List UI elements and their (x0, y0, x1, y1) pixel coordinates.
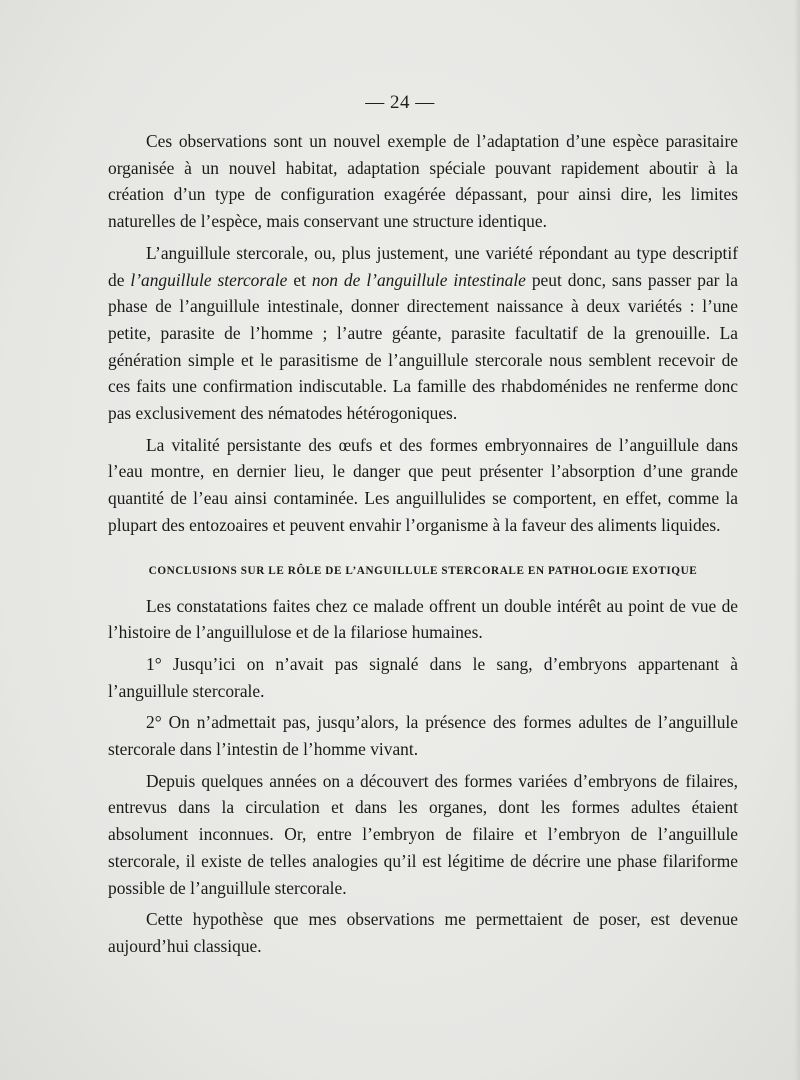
paragraph (108, 128, 738, 235)
paragraph-text: Depuis quelques années on a découvert des formes variées d’embryons de filaires, entrevus dans la circulation et dans les organes, dont les formes adultes étaient absolument inconnues. Or, entre l’embryon de filaire et l’embryon de l’anguillule stercorale, il existe de telles analogies qu’il est légitime de décrire une phase filariforme possible de l’anguillule stercorale. (108, 770, 738, 898)
paragraph-text: Les constatations faites chez ce malade offrent un double intérêt au point de vue de l’histoire de l’anguillulose et de la filariose humaines. (108, 595, 738, 643)
paragraph (108, 709, 738, 762)
paragraph-text: La vitalité persistante des œufs et des formes embryonnaires de l’anguillule dans l’eau montre, en dernier lieu, le danger que peut présenter l’absorption d’une grande quantité de l’eau ainsi contaminée. Les anguillulides se comportent, en effet, comme la plupart des entozoaires et peuvent envahir l’organisme à la faveur des aliments liquides. (108, 434, 738, 535)
page-number: — 24 — (365, 92, 435, 113)
paragraph (108, 906, 738, 959)
paragraph-text: 2° On n’admettait pas, jusqu’alors, la présence des formes adultes de l’anguillule stercorale dans l’intestin de l’homme vivant. (108, 712, 738, 760)
paragraphs-after-section (108, 593, 738, 960)
paragraphs-before-section (108, 128, 738, 539)
paragraph (108, 593, 738, 646)
italic-text: non de l’anguillule intestinale (311, 269, 526, 290)
paragraph (108, 651, 738, 704)
paragraph-text: L’anguillule stercorale, ou, plus justement, une variété répondant au type descriptif de (108, 242, 738, 290)
page-body (108, 128, 738, 965)
paragraph-text: et (287, 269, 312, 290)
paragraph (108, 240, 738, 427)
paragraph (108, 768, 738, 902)
paragraph-text: 1° Jusqu’ici on n’avait pas signalé dans le sang, d’embryons appartenant à l’anguillule stercorale. (108, 653, 738, 701)
paragraph-text: peut donc, sans passer par la phase de l’anguillule intestinale, donner directement naissance à deux variétés : l’une petite, parasite de l’homme ; l’autre géante, parasite facultatif de la grenouille. La génération simple et le parasitisme de l’anguillule stercorale nous semblent recevoir de ces faits une confirmation indiscutable. La famille des rhabdoménides ne renferme donc pas exclusivement des nématodes hétérogoniques. (108, 269, 738, 424)
italic-text: l’anguillule stercorale (130, 269, 288, 290)
paragraph-text: Cette hypothèse que mes observations me permettaient de poser, est devenue aujourd’hui classique. (108, 909, 738, 956)
paragraph-text: Ces observations sont un nouvel exemple de l’adaptation d’une espèce parasitaire organisée à un nouvel habitat, adaptation spéciale pouvant rapidement aboutir à la création d’un type de configuration exagérée dépassant, pour ainsi dire, les limites naturelles de l’espèce, mais conservant une structure identique. (108, 131, 738, 232)
paragraph (108, 432, 738, 539)
section-heading: CONCLUSIONS SUR LE RÔLE DE L’ANGUILLULE STERCORALE EN PATHOLOGIE EXOTIQUE (148, 564, 698, 577)
